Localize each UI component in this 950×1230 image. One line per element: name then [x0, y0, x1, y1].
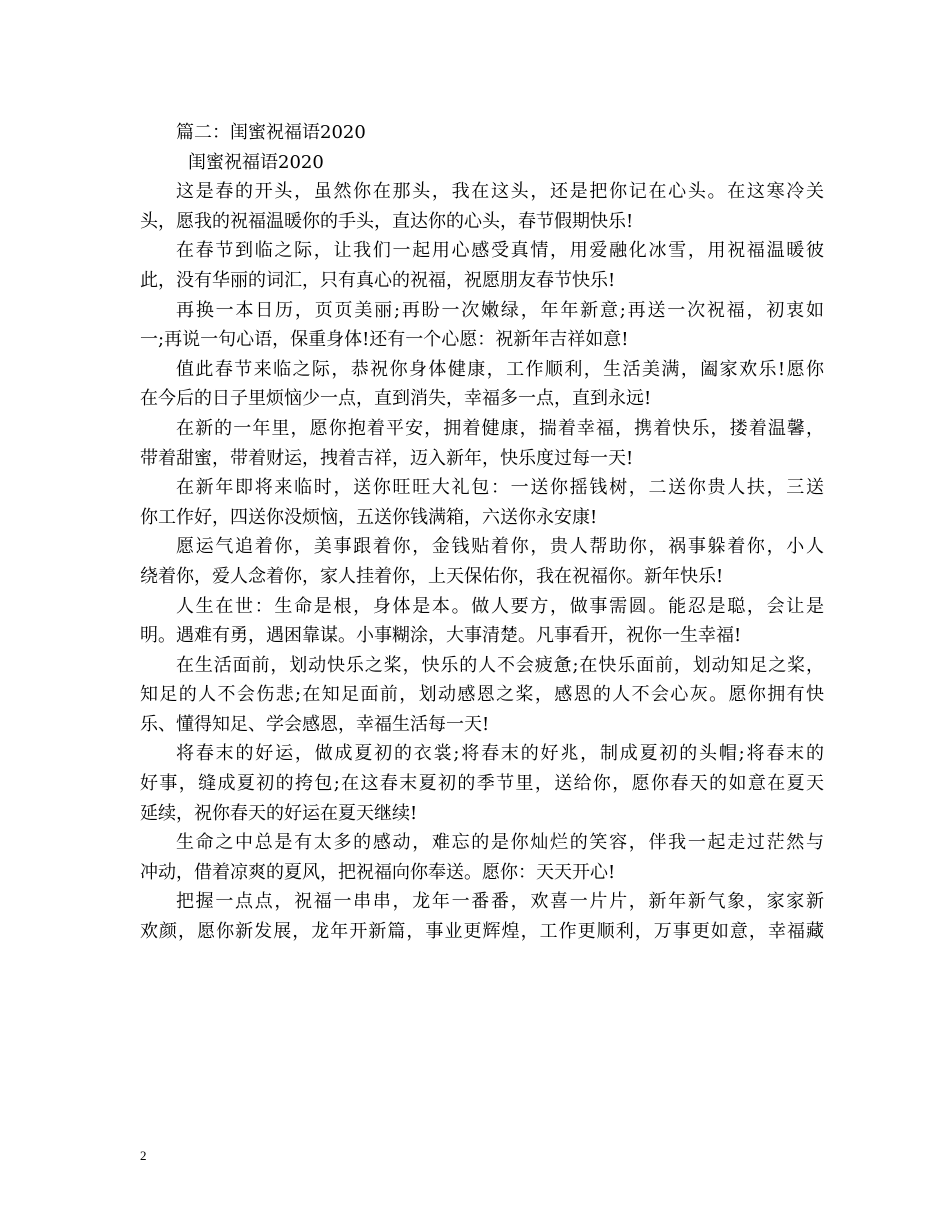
- paragraph-line: 冲动，借着凉爽的夏风，把祝福向你奉送。愿你：天天开心!: [140, 861, 616, 883]
- paragraph-line: 带着甜蜜，带着财运，拽着吉祥，迈入新年，快乐度过每一天!: [140, 447, 634, 469]
- paragraph-line: 人生在世：生命是根，身体是本。做人要方，做事需圆。能忍是聪，会让是: [176, 595, 824, 617]
- paragraph-line: 在生活面前，划动快乐之桨，快乐的人不会疲惫;在快乐面前，划动知足之桨，: [176, 654, 824, 676]
- paragraph-line: 延续，祝你春天的好运在夏天继续!: [140, 802, 418, 824]
- paragraph-line: 在新年即将来临时，送你旺旺大礼包：一送你摇钱树，二送你贵人扶，三送: [176, 477, 824, 499]
- paragraph-line: 此，没有华丽的词汇，只有真心的祝福，祝愿朋友春节快乐!: [140, 269, 616, 291]
- paragraph-line: 在春节到临之际，让我们一起用心感受真情，用爱融化冰雪，用祝福温暖彼: [176, 240, 824, 262]
- paragraph-line: 在今后的日子里烦恼少一点，直到消失，幸福多一点，直到永远!: [140, 388, 652, 410]
- paragraph-line: 在新的一年里，愿你抱着平安，拥着健康，揣着幸福，携着快乐，搂着温馨，: [176, 417, 824, 439]
- paragraph-line: 值此春节来临之际，恭祝你身体健康，工作顺利，生活美满，阖家欢乐!愿你: [176, 358, 824, 380]
- paragraph-line: 明。遇难有勇，遇困靠谋。小事糊涂，大事清楚。凡事看开，祝你一生幸福!: [140, 625, 742, 647]
- paragraph-line: 这是春的开头，虽然你在那头，我在这头，还是把你记在心头。在这寒冷关: [176, 181, 824, 203]
- page-number: 2: [140, 1148, 147, 1163]
- paragraph-line: 再换一本日历，页页美丽;再盼一次嫩绿，年年新意;再送一次祝福，初衷如: [176, 299, 824, 321]
- document-page: [140, 118, 824, 947]
- paragraph-line: 愿运气追着你，美事跟着你，金钱贴着你，贵人帮助你，祸事躲着你，小人: [176, 536, 824, 558]
- paragraph-line: 一;再说一句心语，保重身体!还有一个心愿：祝新年吉祥如意!: [140, 329, 629, 351]
- document-subtitle: 闺蜜祝福语2020: [188, 151, 324, 173]
- paragraph-line: 生命之中总是有太多的感动，难忘的是你灿烂的笑容，伴我一起走过茫然与: [176, 832, 824, 854]
- paragraph-line: 你工作好，四送你没烦恼，五送你钱满箱，六送你永安康!: [140, 506, 598, 528]
- section-title: 篇二：闺蜜祝福语2020: [176, 122, 366, 143]
- paragraph-line: 乐、懂得知足、学会感恩，幸福生活每一天!: [140, 713, 490, 735]
- paragraph-line: 好事，缝成夏初的挎包;在这春末夏初的季节里，送给你，愿你春天的如意在夏天: [140, 773, 824, 795]
- paragraph-line: 欢颜，愿你新发展，龙年开新篇，事业更辉煌，工作更顺利，万事更如意，幸福藏: [140, 921, 824, 943]
- paragraph-line: 知足的人不会伤悲;在知足面前，划动感恩之桨，感恩的人不会心灰。愿你拥有快: [140, 684, 824, 706]
- paragraph-line: 绕着你，爱人念着你，家人挂着你，上天保佑你，我在祝福你。新年快乐!: [140, 565, 724, 587]
- paragraph-line: 头，愿我的祝福温暖你的手头，直达你的心头，春节假期快乐!: [140, 210, 634, 232]
- paragraph-line: 将春末的好运，做成夏初的衣裳;将春末的好兆，制成夏初的头帽;将春末的: [176, 743, 824, 765]
- paragraph-line: 把握一点点，祝福一串串，龙年一番番，欢喜一片片，新年新气象，家家新: [176, 891, 824, 913]
